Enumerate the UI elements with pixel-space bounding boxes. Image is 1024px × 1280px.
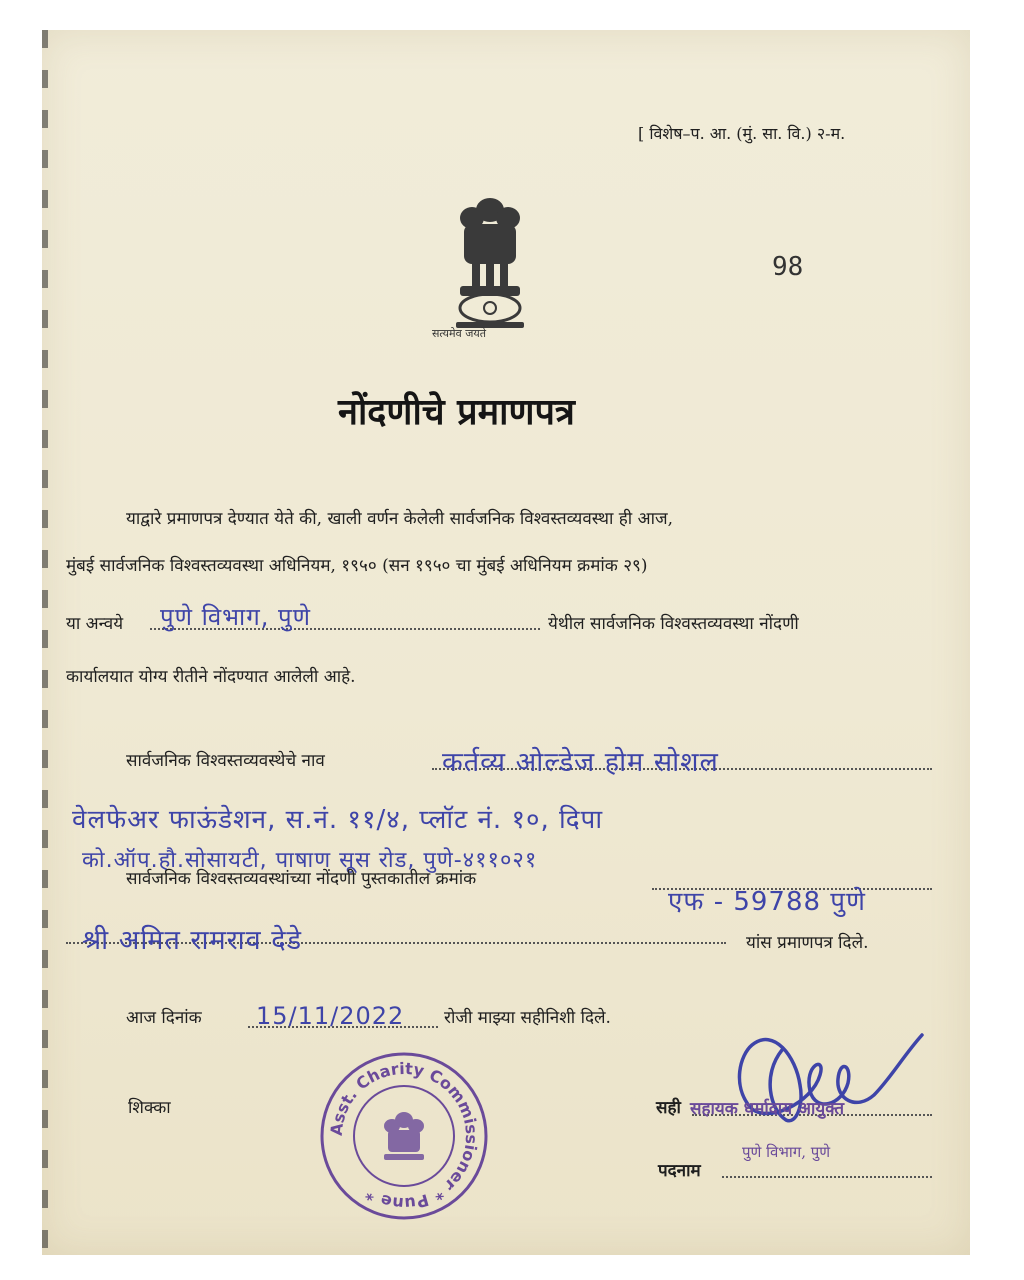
designation-stamp-line-2: पुणे विभाग, पुणे [742, 1143, 831, 1161]
body-line-1: याद्वारे प्रमाणपत्र देण्यात येते की, खाली वर्णन केलेली सार्वजनिक विश्वस्तव्यवस्था ही आज, [126, 509, 673, 529]
date-prefix: आज दिनांक [126, 1008, 202, 1028]
charity-commissioner-seal [318, 1050, 490, 1222]
body-line-3-suffix: येथील सार्वजनिक विश्वस्तव्यवस्था नोंदणी [548, 614, 799, 634]
body-line-4: कार्यालयात योग्य रीतीने नोंदण्यात आलेली आहे. [66, 667, 356, 687]
perforated-edge [42, 30, 48, 1255]
designation-dotted-line [722, 1176, 932, 1178]
form-code: [ विशेष–प. आ. (मुं. सा. वि.) २-म. [638, 124, 846, 143]
trust-name-line-1: कर्तव्य ओल्डेज होम सोशल [442, 747, 719, 778]
date-suffix: रोजी माझ्या सहीनिशी दिले. [444, 1008, 611, 1028]
national-emblem-icon [442, 188, 538, 348]
office-handwritten: पुणे विभाग, पुणे [160, 603, 312, 631]
date-handwritten: 15/11/2022 [256, 1002, 405, 1030]
seal-label: शिक्का [128, 1098, 171, 1118]
trust-name-label: सार्वजनिक विश्वस्तव्यवस्थेचे नाव [126, 751, 325, 771]
certificate-title: नोंदणीचे प्रमाणपत्र [338, 391, 575, 433]
designation-stamp-line-1: सहायक धर्मादाय आयुक्त [690, 1099, 845, 1119]
issued-to-name-handwritten: श्री अमित रामराव देडे [82, 925, 303, 956]
registration-label: सार्वजनिक विश्वस्तव्यवस्थांच्या नोंदणी पुस्तकातील क्रमांक [126, 869, 477, 889]
trust-name-line-2: वेलफेअर फाऊंडेशन, स.नं. ११/४, प्लॉट नं. १०, दिपा [72, 805, 604, 835]
signature-label: सही [656, 1098, 681, 1118]
body-line-3-prefix: या अन्वये [66, 614, 124, 634]
trust-name-line-3: को.ऑप.हौ.सोसायटी, पाषाण सूस रोड, पुणे-४११०२१ [82, 848, 538, 873]
designation-label: पदनाम [658, 1161, 701, 1181]
svg-text:Asst. Charity Commissioner * P: Asst. Charity Commissioner * Pune * [326, 1058, 482, 1214]
issued-to-suffix: यांस प्रमाणपत्र दिले. [746, 933, 869, 953]
certificate-number: 98 [772, 252, 804, 282]
registration-number-handwritten: एफ - 59788 पुणे [668, 887, 866, 917]
body-line-2: मुंबई सार्वजनिक विश्वस्तव्यवस्था अधिनियम, १९५० (सन १९५० चा मुंबई अधिनियम क्रमांक २९) [66, 556, 648, 576]
certificate-paper [42, 30, 970, 1255]
emblem-motto: सत्यमेव जयते [432, 327, 487, 340]
